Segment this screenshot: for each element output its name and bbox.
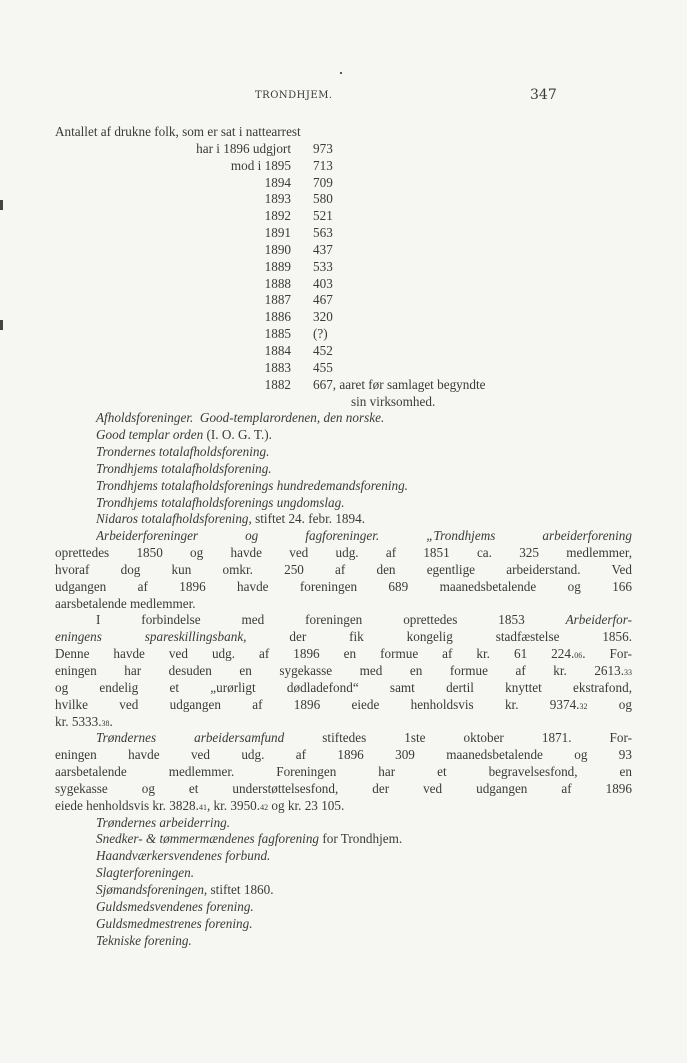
row-value: 563 [313, 225, 333, 241]
paragraph-line: aarsbetalende medlemmer. Foreningen har et begravelsesfond, en [55, 764, 632, 780]
table-row [96, 158, 632, 175]
scan-edge-mark [0, 200, 3, 210]
paragraph-line: Denne havde ved udg. af 1896 en formue af kr. 61 224.06. For- [55, 646, 632, 662]
table-row [96, 191, 632, 208]
list-item: Trondhjems totalafholdsforening. [96, 460, 272, 476]
list-item: Guldsmedmestrenes forening. [96, 915, 253, 931]
paragraph-line: eningens spareskillingsbank, der fik kongelig stadfæstelse 1856. [55, 629, 632, 645]
table-row [96, 377, 632, 394]
page-body [55, 124, 632, 949]
row-value: 580 [313, 191, 333, 207]
row-value: 973 [313, 140, 333, 156]
paragraph-line: I forbindelse med foreningen oprettedes 1853 Arbeiderfor- [96, 612, 632, 628]
row-value: 713 [313, 157, 333, 173]
list-item: Trondhjems totalafholdsforenings hundredemandsforening. [96, 477, 408, 493]
row-value: 455 [313, 359, 333, 375]
row-label: 1882 [264, 376, 291, 392]
row-value: (?) [313, 326, 328, 342]
paragraph-line: eningen havde ved udg. af 1896 309 maanedsbetalende og 93 [55, 747, 632, 763]
paragraph-line: Arbeiderforeninger og fagforeninger. „Trondhjems arbeiderforening [96, 528, 632, 544]
table-note: sin virksomhed. [351, 393, 436, 409]
arrest-table [96, 141, 632, 394]
row-label: 1889 [264, 258, 291, 274]
row-label: 1884 [264, 342, 291, 358]
paragraph-line: udgangen af 1896 havde foreningen 689 maanedsbetalende og 166 [55, 578, 632, 594]
row-label: har i 1896 udgjort [196, 140, 291, 156]
table-row [96, 343, 632, 360]
row-value: 709 [313, 174, 333, 190]
list-item: Sjømandsforeningen, stiftet 1860. [96, 881, 274, 897]
row-value: 533 [313, 258, 333, 274]
paragraph-line: kr. 5333.38. [55, 713, 113, 729]
list-item: Tekniske forening. [96, 932, 192, 948]
row-label: 1883 [264, 359, 291, 375]
paragraph-line: og endelig et „urørligt dødladefond“ samt dertil knyttet ekstrafond, [55, 679, 632, 695]
paragraph-line: oprettedes 1850 og havde ved udg. af 1851 ca. 325 medlemmer, [55, 545, 632, 561]
paragraph-line: eiede henholdsvis kr. 3828.41, kr. 3950.42 og kr. 23 105. [55, 797, 345, 813]
list-item: Haandværkersvendenes forbund. [96, 848, 271, 864]
paragraph-line: hvilke ved udgangen af 1896 eiede henholdsvis kr. 9374.32 og [55, 696, 632, 712]
row-value: 452 [313, 342, 333, 358]
list-item: Good templar orden (I. O. G. T.). [96, 427, 272, 443]
table-row [96, 225, 632, 242]
table-row [96, 276, 632, 293]
row-value: 437 [313, 241, 333, 257]
row-label: 1890 [264, 241, 291, 257]
page-number: 347 [530, 87, 557, 103]
row-label: 1894 [264, 174, 291, 190]
table-row [96, 242, 632, 259]
row-label: 1887 [264, 292, 291, 308]
paragraph-line: sygekasse og et understøttelsesfond, der ved udgangen af 1896 [55, 780, 632, 796]
paragraph-line: aarsbetalende medlemmer. [55, 595, 196, 611]
row-label: 1886 [264, 309, 291, 325]
afhold-heading-line: Afholdsforeninger. Good-templarordenen, den norske. [96, 410, 385, 426]
list-item: Guldsmedsvendenes forening. [96, 898, 254, 914]
list-item: Trondhjems totalafholdsforenings ungdomslag. [96, 494, 345, 510]
row-label: 1888 [264, 275, 291, 291]
list-item: Slagterforeningen. [96, 865, 195, 881]
list-item: Trondernes totalafholdsforening. [96, 444, 270, 460]
table-intro: Antallet af drukne folk, som er sat i nattearrest [55, 124, 301, 139]
row-value: 467 [313, 292, 333, 308]
list-item: Snedker- & tømmermændenes fagforening for Trondhjem. [96, 831, 403, 847]
row-label: mod i 1895 [230, 157, 291, 173]
list-item: Nidaros totalafholdsforening, stiftet 24. febr. 1894. [96, 511, 366, 527]
table-row [96, 141, 632, 158]
list-item: Trøndernes arbeiderring. [96, 814, 231, 830]
scan-speck [340, 72, 342, 74]
running-header: TRONDHJEM. [255, 90, 333, 101]
table-row [96, 175, 632, 192]
table-row [96, 360, 632, 377]
table-row [96, 326, 632, 343]
row-label: 1885 [264, 326, 291, 342]
paragraph-line: hvoraf dog kun omkr. 250 af den egentlige arbeiderstand. Ved [55, 561, 632, 577]
table-row [96, 292, 632, 309]
paragraph-line: Trøndernes arbeidersamfund stiftedes 1ste oktober 1871. For- [96, 730, 632, 746]
row-value: 667, aaret før samlaget begyndte [313, 376, 486, 392]
row-value: 521 [313, 208, 333, 224]
row-label: 1893 [264, 191, 291, 207]
table-row [96, 309, 632, 326]
scan-edge-mark [0, 320, 3, 330]
row-value: 403 [313, 275, 333, 291]
table-row [96, 259, 632, 276]
row-value: 320 [313, 309, 333, 325]
row-label: 1891 [264, 225, 291, 241]
row-label: 1892 [264, 208, 291, 224]
table-row [96, 208, 632, 225]
paragraph-line: eningen har desuden en sygekasse med en formue af kr. 2613.33 [55, 663, 632, 678]
